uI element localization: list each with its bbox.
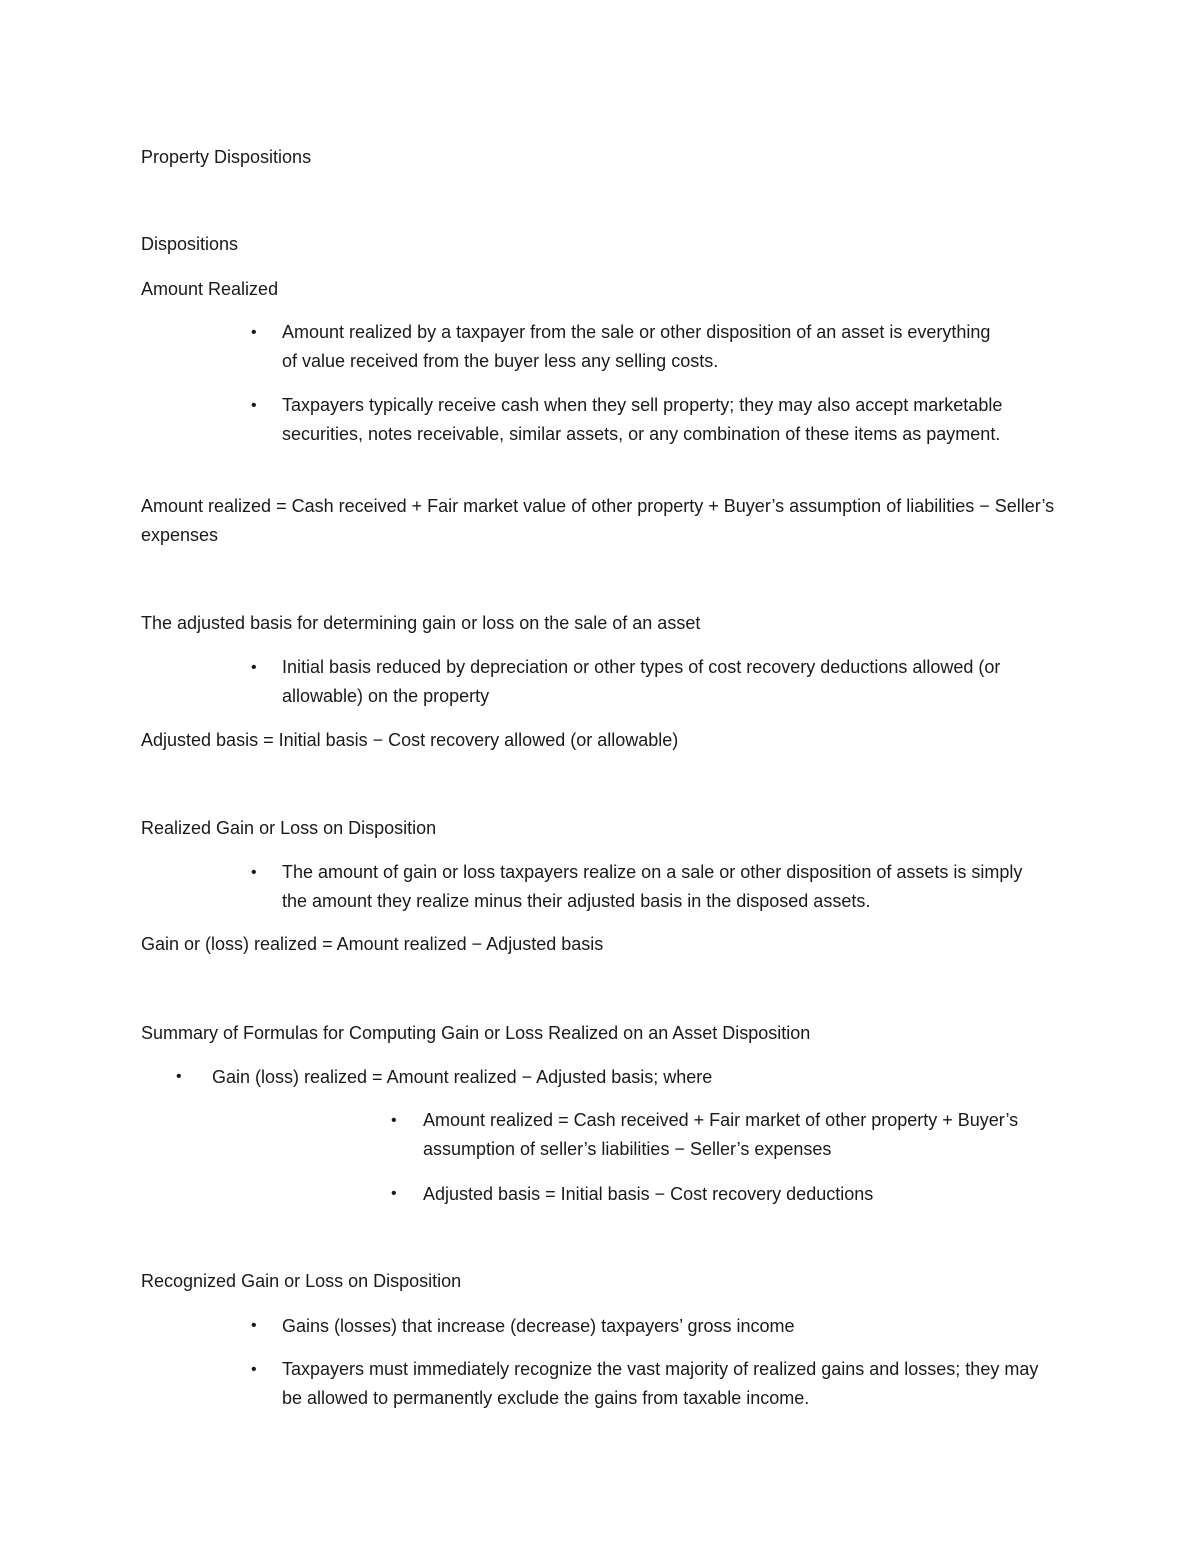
recognized-bullet: Taxpayers must immediately recognize the vast majority of realized gains and losses; they may be allowed to permanently exclude the gains from taxable income.	[282, 1359, 1039, 1408]
recognized-bullet: Gains (losses) that increase (decrease) taxpayers’ gross income	[282, 1316, 795, 1336]
amount-realized-heading: Amount Realized	[141, 279, 279, 299]
summary-sub-bullet: Adjusted basis = Initial basis − Cost recovery deductions	[423, 1184, 874, 1204]
realized-heading: Realized Gain or Loss on Disposition	[141, 818, 437, 838]
summary-sub-bullet: Amount realized = Cash received + Fair market of other property + Buyer’s assumption of seller’s liabilities − Seller’s expenses	[423, 1110, 1019, 1159]
bullet-marker: •	[391, 1185, 397, 1202]
adjusted-basis-formula: Adjusted basis = Initial basis − Cost recovery allowed (or allowable)	[141, 730, 679, 750]
adjusted-basis-heading: The adjusted basis for determining gain or loss on the sale of an asset	[141, 613, 701, 633]
recognized-heading: Recognized Gain or Loss on Disposition	[141, 1271, 462, 1291]
bullet-marker: •	[251, 864, 257, 881]
amount-realized-bullet: Amount realized by a taxpayer from the sale or other disposition of an asset is everything of value received from the buyer less any selling costs.	[282, 322, 991, 371]
bullet-marker: •	[176, 1068, 182, 1085]
amount-realized-bullet: Taxpayers typically receive cash when they sell property; they may also accept marketable securities, notes receivable, similar assets, or any combination of these items as payment.	[282, 395, 1003, 444]
summary-bullet: Gain (loss) realized = Amount realized − Adjusted basis; where	[212, 1067, 713, 1087]
bullet-marker: •	[251, 324, 257, 341]
bullet-marker: •	[251, 1317, 257, 1334]
realized-formula: Gain or (loss) realized = Amount realized − Adjusted basis	[141, 934, 604, 954]
bullet-marker: •	[251, 659, 257, 676]
realized-bullet: The amount of gain or loss taxpayers realize on a sale or other disposition of assets is simply the amount they realize minus their adjusted basis in the disposed assets.	[282, 862, 1023, 911]
bullet-marker: •	[251, 1361, 257, 1378]
section-heading: Dispositions	[141, 234, 239, 254]
adjusted-basis-bullet: Initial basis reduced by depreciation or other types of cost recovery deductions allowed (or allowable) on the property	[282, 657, 1001, 706]
bullet-marker: •	[391, 1112, 397, 1129]
summary-heading: Summary of Formulas for Computing Gain or Loss Realized on an Asset Disposition	[141, 1023, 811, 1043]
amount-realized-formula: Amount realized = Cash received + Fair market value of other property + Buyer’s assumption of liabilities − Seller’s expenses	[141, 496, 1055, 545]
bullet-marker: •	[251, 397, 257, 414]
document-title: Property Dispositions	[141, 147, 312, 167]
